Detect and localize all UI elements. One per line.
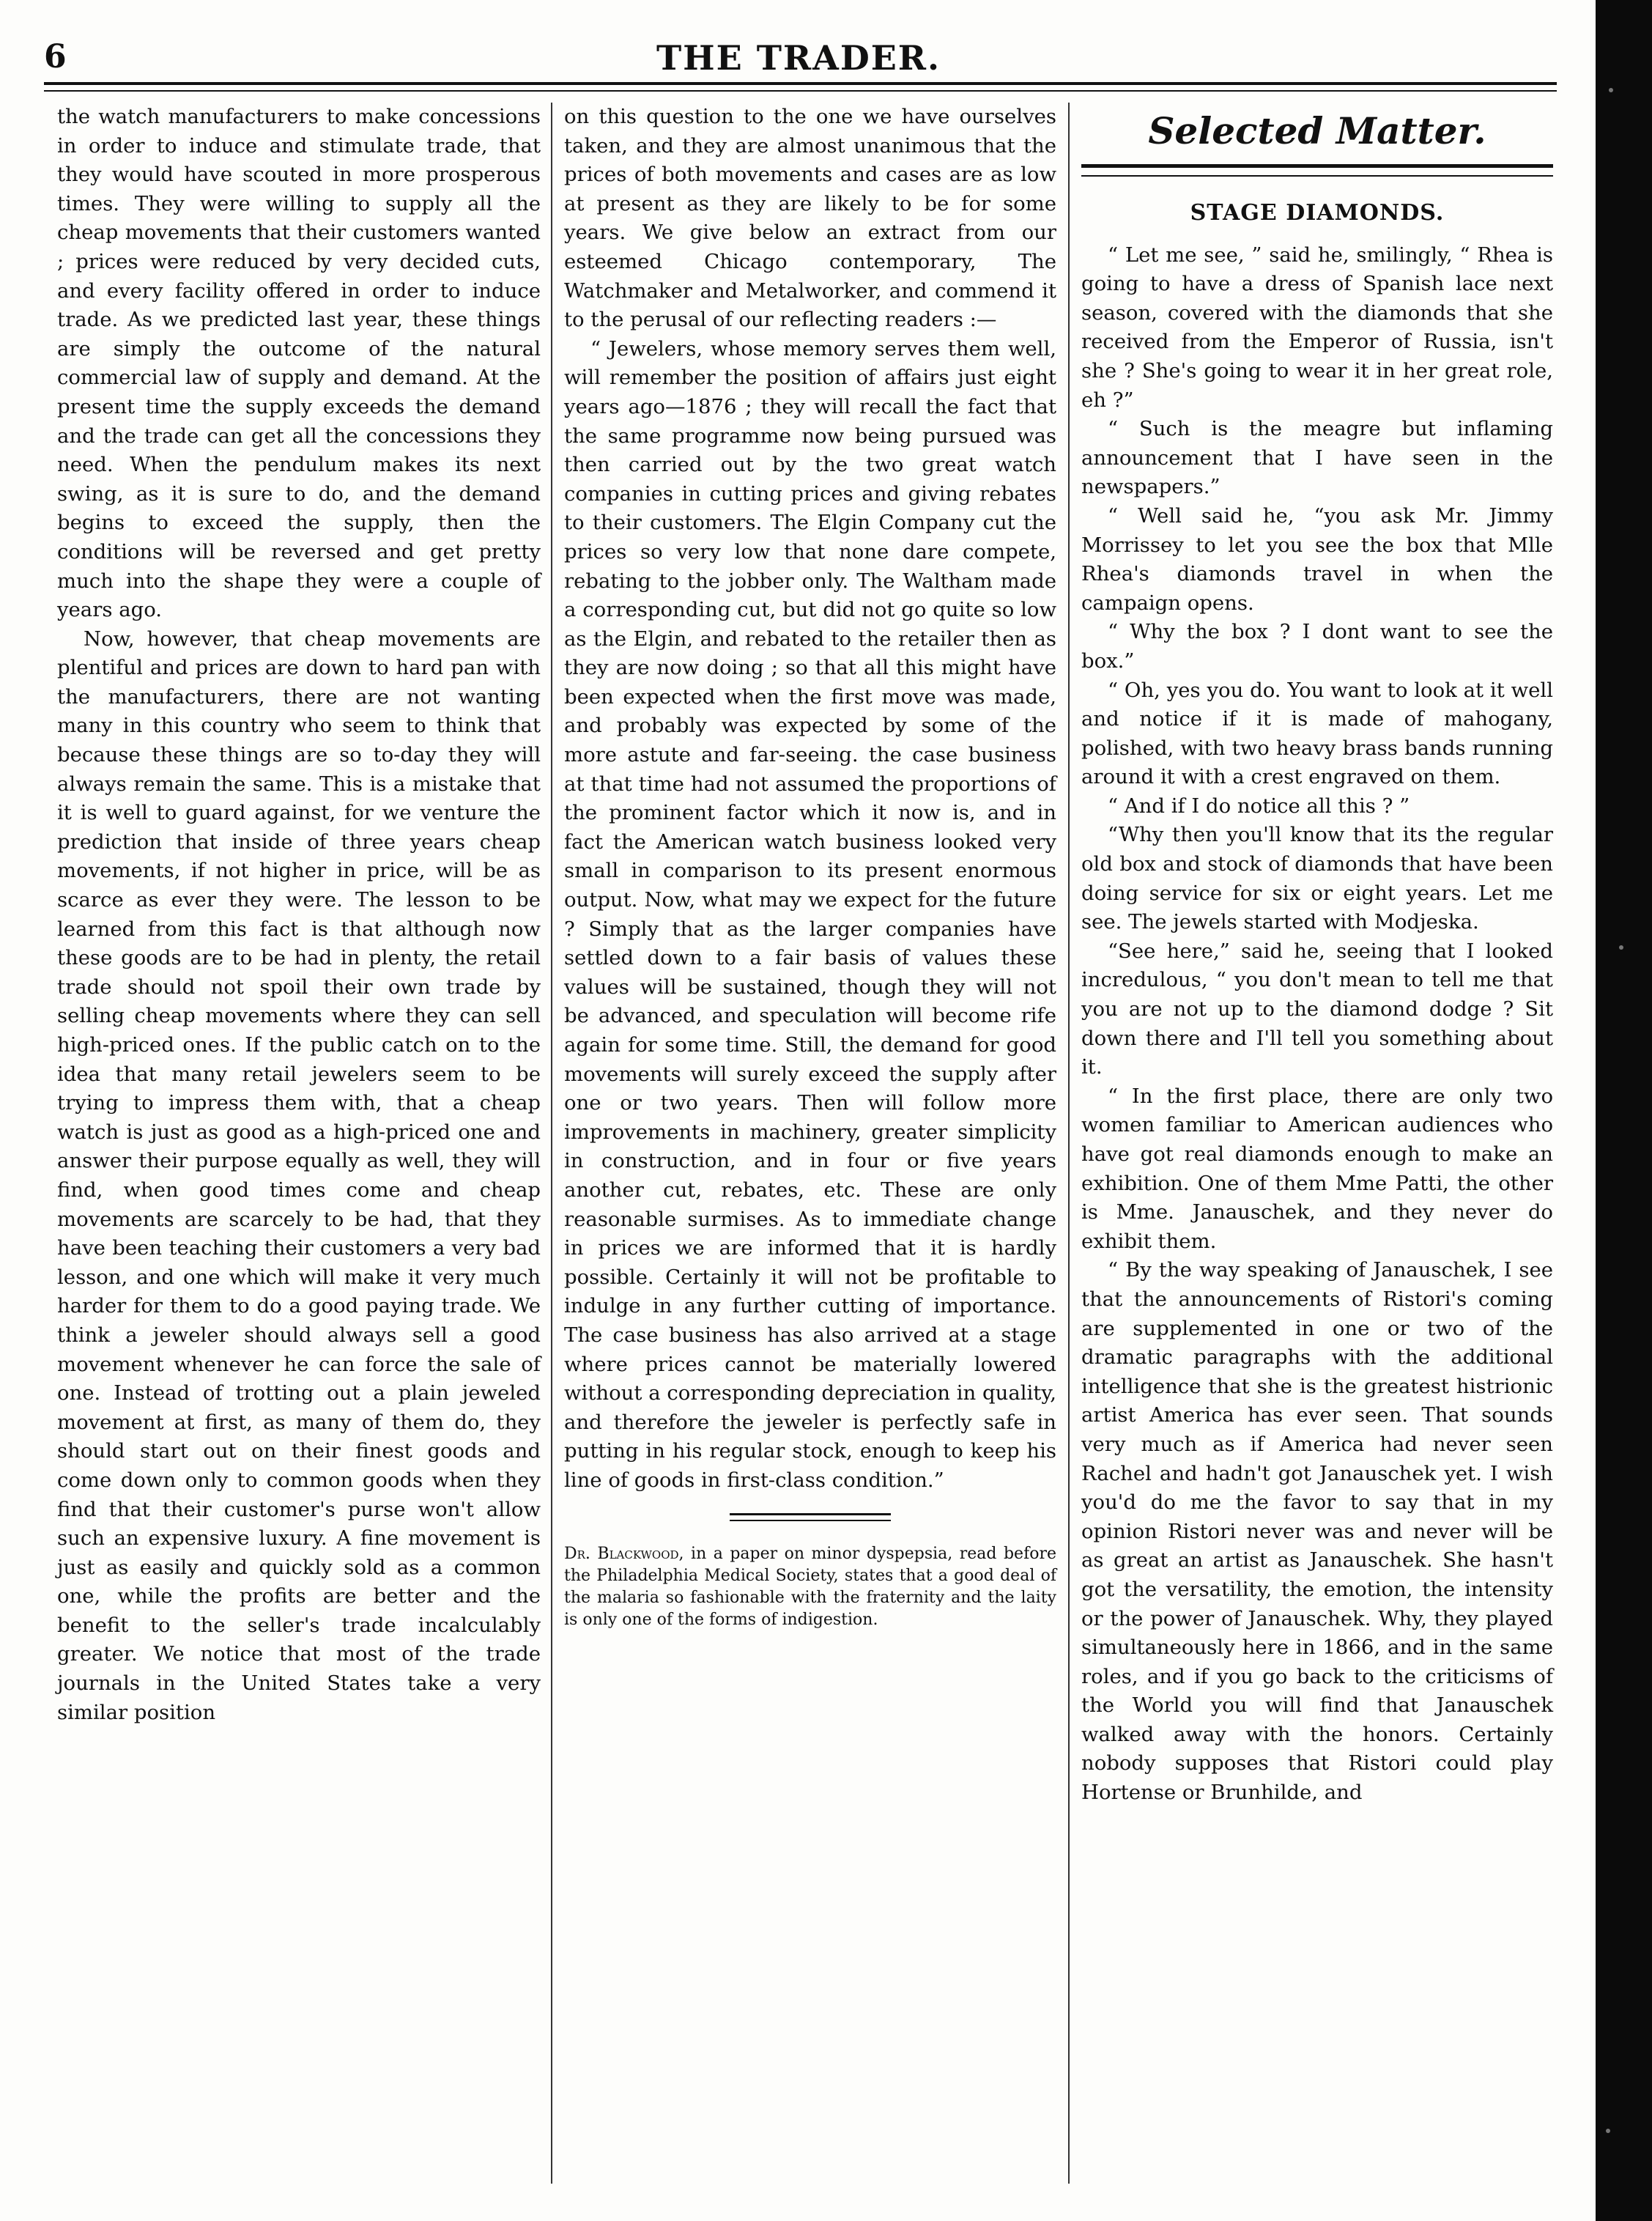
paragraph: the watch manufacturers to make concessions in order to induce and stimulate trade, that they would have scouted in more prosperous times. They were willing to supply all the cheap movements that their customers wanted ; prices were reduced by very decided cuts, and every facility offered in order to induce trade. As we predicted last year, these things are simply the outcome of the natural commercial law of supply and demand. At the present time the supply exceeds the demand and the trade can get all the concessions they need. When the pendulum makes its next swing, as it is sure to do, and the demand begins to exceed the supply, then the conditions will be reversed and get pretty much into the shape they were a couple of years ago. bbox=[57, 105, 541, 622]
scan-edge-shadow bbox=[1596, 0, 1652, 2221]
paragraph: Now, however, that cheap movements are plentiful and prices are down to hard pan with the manufacturers, there are not wanting many in this country who seem to think that because these things are so to-day they will always remain the same. This is a mistake that it is well to guard against, for we venture the prediction that inside of three years cheap movements, if not higher in price, will be as scarce as ever they were. The lesson to be learned from this fact is that although now these goods are to be had in plenty, the retail trade should not spoil their own trade by selling cheap movements where they can sell high-priced ones. If the public catch on to the idea that many retail jewelers seem to be trying to impress them with, that a cheap watch is just as good as a high-priced one and answer their purpose equally as well, they will find, when good times come and cheap movements are scarcely to be had, that they have been teaching their customers a very bad lesson, and one which will make it very much harder for them to do a good paying trade. We think a jeweler should always sell a good movement whenever he can force the sale of one. Instead of trotting out a plain jeweled movement at first, as many of them do, they should start out on their finest goods and come down only to common goods when they find that their customer's purse won't allow such an expensive luxury. A fine movement is just as easily and quickly sold as a common one, while the profits are better and the benefit to the seller's trade incalculably greater. We notice that most of the trade journals in the United States take a very similar position bbox=[57, 627, 541, 1724]
note-text: in a paper on minor dyspepsia, read before the Philadelphia Medical Society, states that a good deal of the malaria so fashionable with the fraternity and the laity is only one of the forms of indigestion. bbox=[564, 1544, 1057, 1629]
header-rule bbox=[44, 82, 1557, 85]
note-lead: Dr. Blackwood, bbox=[564, 1544, 684, 1563]
page-header bbox=[44, 38, 1553, 82]
masthead-title: THE TRADER. bbox=[656, 38, 941, 78]
column-3 bbox=[1081, 103, 1553, 1808]
section-heading: Selected Matter. bbox=[1148, 109, 1486, 152]
article-title: STAGE DIAMONDS. bbox=[1190, 200, 1445, 226]
paragraph: “ And if I do notice all this ? ” bbox=[1108, 794, 1410, 818]
scan-speck bbox=[1619, 945, 1623, 950]
paragraph: “Why then you'll know that its the regular old box and stock of diamonds that have been doing service for six or eight years. Let me see. The jewels started with Modjeska. bbox=[1081, 823, 1553, 934]
column-divider-2 bbox=[1068, 103, 1070, 2184]
paragraph: “ In the first place, there are only two women familiar to American audiences who have got real diamonds enough to make an exhibition. One of them Mme Patti, the other is Mme. Janauschek, and they never do exhibit them. bbox=[1081, 1084, 1553, 1253]
header-rule-thin bbox=[44, 90, 1557, 92]
column-1 bbox=[57, 103, 541, 1727]
scan-speck bbox=[1609, 88, 1613, 92]
paragraph: “ Why the box ? I dont want to see the box.” bbox=[1081, 620, 1553, 673]
paragraph: on this question to the one we have ourselves taken, and they are almost unanimous that the prices of both movements and cases are as low at present as they are likely to be for some years. We give below an extract from our esteemed Chicago contemporary, The Watchmaker and Metalworker, and commend it to the perusal of our reflecting readers :— bbox=[564, 105, 1056, 332]
column-divider-1 bbox=[551, 103, 552, 2184]
paragraph: “ By the way speaking of Janauschek, I see that the announcements of Ristori's coming are supplemented in one or two of the dramatic paragraphs with the additional intelligence that she is the greatest histrionic artist America has ever seen. That sounds very much as if America had never seen Rachel and hadn't got Janauschek yet. I wish you'd do me the favor to say that in my opinion Ristori never was and never will be as great an artist as Janauschek. She hasn't got the versatility, the emotion, the intensity or the power of Janauschek. Why, they played simultaneously here in 1866, and in the same roles, and if you go back to the criticisms of the World you will find that Janauschek walked away with the honors. Certainly nobody supposes that Ristori could play Hortense or Brunhilde, and bbox=[1081, 1258, 1553, 1805]
paragraph: “ Well said he, “you ask Mr. Jimmy Morrissey to let you see the box that Mlle Rhea's diamonds travel in when the campaign opens. bbox=[1081, 503, 1553, 615]
scan-speck bbox=[1606, 2129, 1610, 2133]
note-divider-thin bbox=[730, 1520, 891, 1521]
brief-note bbox=[564, 1543, 1056, 1631]
paragraph: “See here,” said he, seeing that I looked incredulous, “ you don't mean to tell me that you are not up to the diamond dodge ? Sit down there and I'll tell you something about it. bbox=[1081, 939, 1553, 1079]
page-number: 6 bbox=[44, 38, 67, 75]
column-2 bbox=[564, 103, 1056, 1631]
paragraph: “ Such is the meagre but inflaming announcement that I have seen in the newspapers.” bbox=[1081, 417, 1553, 499]
paragraph: “ Let me see, ” said he, smilingly, “ Rhea is going to have a dress of Spanish lace next season, covered with the diamonds that she received from the Emperor of Russia, isn't she ? She's going to wear it in her great role, eh ?” bbox=[1081, 243, 1553, 412]
paragraph: “ Oh, yes you do. You want to look at it well and notice if it is made of mahogany, polished, with two heavy brass bands running around it with a crest engraved on them. bbox=[1081, 678, 1553, 789]
note-divider bbox=[730, 1513, 891, 1515]
section-rule bbox=[1081, 164, 1553, 168]
quoted-extract: “ Jewelers, whose memory serves them well, will remember the position of affairs just eight years ago—1876 ; they will recall the fact that the same programme now being pursued was then carried out by the two great watch companies in cutting prices and giving rebates to their customers. The Elgin Company cut the prices so very low that none dare compete, rebating to the jobber only. The Waltham made a corresponding cut, but did not go quite so low as the Elgin, and rebated to the retailer then as they are now doing ; so that all this might have been expected when the first move was made, and probably was expected by some of the more astute and far-seeing. the case business at that time had not assumed the proportions of the prominent factor which it now is, and in fact the American watch business looked very small in comparison to its present enormous output. Now, what may we expect for the future ? Simply that as the larger companies have settled down to a fair basis of values these values will be sustained, though they will not be advanced, and speculation will become rife again for some time. Still, the demand for good movements will surely exceed the supply after one or two years. Then will follow more improvements in machinery, greater simplicity in construction, and in four or five years another cut, rebates, etc. These are only reasonable surmises. As to immediate change in prices we are informed that it is hardly possible. Certainly it will not be profitable to indulge in any further cutting of importance. The case business has also arrived at a stage where prices cannot be materially lowered without a corresponding depreciation in quality, and therefore the jeweler is perfectly safe in putting in his regular stock, enough to keep his line of goods in first-class condition.” bbox=[564, 336, 1056, 1492]
section-rule-thin bbox=[1081, 175, 1553, 177]
